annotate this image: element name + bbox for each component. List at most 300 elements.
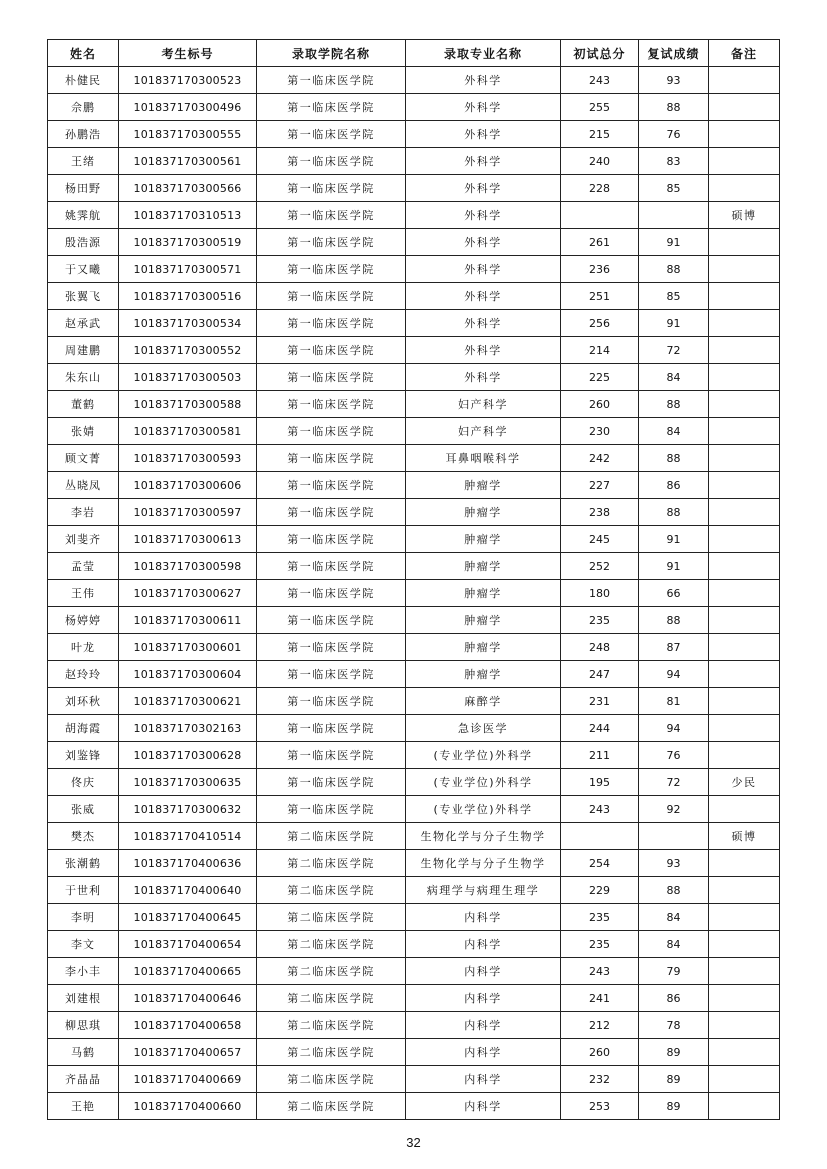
cell-initial-score: 225 [561, 364, 639, 391]
table-row [48, 904, 780, 931]
cell-retest-score: 91 [639, 553, 709, 580]
cell-name: 朱东山 [48, 364, 119, 391]
cell-note [709, 148, 780, 175]
cell-retest-score: 91 [639, 526, 709, 553]
table-row [48, 958, 780, 985]
cell-school: 第一临床医学院 [257, 688, 406, 715]
cell-name: 张威 [48, 796, 119, 823]
cell-id: 101837170400658 [119, 1012, 257, 1039]
cell-major: 肿瘤学 [406, 634, 561, 661]
cell-school: 第二临床医学院 [257, 1066, 406, 1093]
cell-retest-score: 88 [639, 94, 709, 121]
cell-major: 肿瘤学 [406, 661, 561, 688]
cell-school: 第一临床医学院 [257, 526, 406, 553]
cell-major: 生物化学与分子生物学 [406, 850, 561, 877]
cell-initial-score: 260 [561, 391, 639, 418]
cell-name: 李小丰 [48, 958, 119, 985]
table-row [48, 1093, 780, 1120]
cell-major: (专业学位)外科学 [406, 796, 561, 823]
cell-major: 外科学 [406, 229, 561, 256]
cell-major: 肿瘤学 [406, 472, 561, 499]
cell-note [709, 1066, 780, 1093]
cell-name: 胡海霞 [48, 715, 119, 742]
table-row [48, 256, 780, 283]
cell-school: 第一临床医学院 [257, 94, 406, 121]
cell-initial-score: 245 [561, 526, 639, 553]
table-row [48, 364, 780, 391]
cell-name: 李文 [48, 931, 119, 958]
cell-school: 第一临床医学院 [257, 499, 406, 526]
cell-school: 第二临床医学院 [257, 904, 406, 931]
cell-initial-score: 254 [561, 850, 639, 877]
cell-retest-score: 87 [639, 634, 709, 661]
table-row [48, 796, 780, 823]
cell-note [709, 1039, 780, 1066]
cell-note [709, 580, 780, 607]
cell-major: 内科学 [406, 904, 561, 931]
cell-initial-score: 211 [561, 742, 639, 769]
cell-note [709, 229, 780, 256]
table-row [48, 985, 780, 1012]
cell-initial-score: 261 [561, 229, 639, 256]
table-row [48, 607, 780, 634]
cell-retest-score [639, 202, 709, 229]
cell-id: 101837170300606 [119, 472, 257, 499]
cell-initial-score: 255 [561, 94, 639, 121]
cell-school: 第一临床医学院 [257, 391, 406, 418]
cell-major: 内科学 [406, 1066, 561, 1093]
cell-id: 101837170300597 [119, 499, 257, 526]
table-row [48, 94, 780, 121]
cell-school: 第一临床医学院 [257, 229, 406, 256]
cell-id: 101837170400660 [119, 1093, 257, 1120]
cell-id: 101837170400669 [119, 1066, 257, 1093]
cell-retest-score: 94 [639, 661, 709, 688]
cell-name: 董鹤 [48, 391, 119, 418]
cell-initial-score: 251 [561, 283, 639, 310]
cell-school: 第一临床医学院 [257, 715, 406, 742]
cell-id: 101837170410514 [119, 823, 257, 850]
cell-major: 内科学 [406, 1039, 561, 1066]
cell-major: 外科学 [406, 337, 561, 364]
cell-id: 101837170300519 [119, 229, 257, 256]
cell-retest-score: 88 [639, 607, 709, 634]
cell-id: 101837170400654 [119, 931, 257, 958]
header-retest-score: 复试成绩 [639, 40, 709, 67]
table-row [48, 202, 780, 229]
cell-id: 101837170300621 [119, 688, 257, 715]
cell-note [709, 850, 780, 877]
cell-name: 叶龙 [48, 634, 119, 661]
cell-id: 101837170300611 [119, 607, 257, 634]
cell-name: 姚霁航 [48, 202, 119, 229]
table-row [48, 877, 780, 904]
header-candidate-id: 考生标号 [119, 40, 257, 67]
cell-id: 101837170300588 [119, 391, 257, 418]
cell-retest-score: 88 [639, 499, 709, 526]
cell-school: 第一临床医学院 [257, 661, 406, 688]
admission-table [47, 39, 780, 1120]
cell-id: 101837170400645 [119, 904, 257, 931]
cell-name: 刘建根 [48, 985, 119, 1012]
cell-name: 刘鉴锋 [48, 742, 119, 769]
cell-note [709, 661, 780, 688]
cell-note [709, 904, 780, 931]
cell-initial-score: 242 [561, 445, 639, 472]
cell-retest-score [639, 823, 709, 850]
cell-retest-score: 81 [639, 688, 709, 715]
cell-major: 内科学 [406, 1012, 561, 1039]
cell-note [709, 499, 780, 526]
cell-note [709, 607, 780, 634]
cell-id: 101837170300593 [119, 445, 257, 472]
cell-school: 第一临床医学院 [257, 607, 406, 634]
cell-initial-score: 256 [561, 310, 639, 337]
cell-note [709, 256, 780, 283]
cell-initial-score: 243 [561, 958, 639, 985]
cell-name: 王伟 [48, 580, 119, 607]
cell-school: 第一临床医学院 [257, 148, 406, 175]
cell-name: 马鹤 [48, 1039, 119, 1066]
cell-note [709, 364, 780, 391]
cell-school: 第一临床医学院 [257, 256, 406, 283]
table-row [48, 634, 780, 661]
cell-note [709, 634, 780, 661]
cell-major: 外科学 [406, 94, 561, 121]
cell-retest-score: 88 [639, 256, 709, 283]
cell-retest-score: 84 [639, 931, 709, 958]
table-row [48, 283, 780, 310]
cell-school: 第一临床医学院 [257, 364, 406, 391]
cell-retest-score: 76 [639, 742, 709, 769]
cell-initial-score: 235 [561, 904, 639, 931]
cell-retest-score: 85 [639, 175, 709, 202]
cell-name: 王艳 [48, 1093, 119, 1120]
cell-school: 第一临床医学院 [257, 418, 406, 445]
cell-initial-score: 248 [561, 634, 639, 661]
cell-retest-score: 72 [639, 337, 709, 364]
cell-id: 101837170300601 [119, 634, 257, 661]
cell-school: 第二临床医学院 [257, 985, 406, 1012]
cell-name: 张翼飞 [48, 283, 119, 310]
table-row [48, 445, 780, 472]
cell-initial-score: 232 [561, 1066, 639, 1093]
cell-major: 肿瘤学 [406, 499, 561, 526]
cell-school: 第一临床医学院 [257, 580, 406, 607]
cell-id: 101837170300566 [119, 175, 257, 202]
cell-initial-score: 214 [561, 337, 639, 364]
cell-note [709, 931, 780, 958]
cell-id: 101837170300534 [119, 310, 257, 337]
cell-name: 孙鹏浩 [48, 121, 119, 148]
page-number: 32 [406, 1135, 421, 1150]
cell-initial-score: 230 [561, 418, 639, 445]
cell-major: 外科学 [406, 364, 561, 391]
cell-name: 李明 [48, 904, 119, 931]
cell-retest-score: 91 [639, 229, 709, 256]
cell-initial-score [561, 202, 639, 229]
cell-initial-score: 228 [561, 175, 639, 202]
table-row [48, 391, 780, 418]
cell-initial-score: 229 [561, 877, 639, 904]
cell-major: 外科学 [406, 283, 561, 310]
cell-school: 第二临床医学院 [257, 1039, 406, 1066]
cell-school: 第一临床医学院 [257, 796, 406, 823]
cell-id: 101837170300555 [119, 121, 257, 148]
cell-major: 外科学 [406, 148, 561, 175]
cell-retest-score: 72 [639, 769, 709, 796]
cell-note [709, 1093, 780, 1120]
table-row [48, 121, 780, 148]
cell-initial-score: 247 [561, 661, 639, 688]
cell-name: 赵玲玲 [48, 661, 119, 688]
cell-id: 101837170300581 [119, 418, 257, 445]
cell-retest-score: 89 [639, 1066, 709, 1093]
cell-id: 101837170300628 [119, 742, 257, 769]
cell-id: 101837170400665 [119, 958, 257, 985]
cell-id: 101837170300627 [119, 580, 257, 607]
cell-initial-score: 243 [561, 796, 639, 823]
cell-major: 生物化学与分子生物学 [406, 823, 561, 850]
table-row [48, 1066, 780, 1093]
cell-note [709, 67, 780, 94]
table-row [48, 1039, 780, 1066]
cell-initial-score: 235 [561, 607, 639, 634]
cell-school: 第一临床医学院 [257, 742, 406, 769]
table-row [48, 418, 780, 445]
cell-note [709, 688, 780, 715]
cell-major: 外科学 [406, 202, 561, 229]
cell-name: 赵承武 [48, 310, 119, 337]
cell-school: 第一临床医学院 [257, 310, 406, 337]
cell-id: 101837170300613 [119, 526, 257, 553]
table-row [48, 148, 780, 175]
cell-initial-score: 241 [561, 985, 639, 1012]
cell-school: 第一临床医学院 [257, 175, 406, 202]
cell-note [709, 526, 780, 553]
table-row [48, 229, 780, 256]
cell-retest-score: 85 [639, 283, 709, 310]
cell-note [709, 418, 780, 445]
cell-name: 朴健民 [48, 67, 119, 94]
cell-major: 病理学与病理生理学 [406, 877, 561, 904]
cell-school: 第二临床医学院 [257, 877, 406, 904]
cell-name: 周建鹏 [48, 337, 119, 364]
cell-major: 妇产科学 [406, 418, 561, 445]
cell-retest-score: 89 [639, 1093, 709, 1120]
cell-school: 第一临床医学院 [257, 472, 406, 499]
cell-note: 少民 [709, 769, 780, 796]
cell-note [709, 472, 780, 499]
cell-school: 第二临床医学院 [257, 1012, 406, 1039]
cell-retest-score: 93 [639, 67, 709, 94]
cell-initial-score [561, 823, 639, 850]
table-row [48, 931, 780, 958]
cell-school: 第一临床医学院 [257, 337, 406, 364]
cell-id: 101837170300598 [119, 553, 257, 580]
cell-id: 101837170302163 [119, 715, 257, 742]
cell-name: 于世利 [48, 877, 119, 904]
cell-name: 刘斐齐 [48, 526, 119, 553]
cell-note [709, 310, 780, 337]
cell-retest-score: 84 [639, 904, 709, 931]
cell-initial-score: 252 [561, 553, 639, 580]
cell-id: 101837170300635 [119, 769, 257, 796]
cell-major: 内科学 [406, 958, 561, 985]
admission-table-container [47, 39, 779, 1120]
cell-retest-score: 88 [639, 391, 709, 418]
table-row [48, 688, 780, 715]
cell-retest-score: 89 [639, 1039, 709, 1066]
cell-retest-score: 88 [639, 445, 709, 472]
table-row [48, 580, 780, 607]
cell-name: 佘鹏 [48, 94, 119, 121]
cell-note [709, 715, 780, 742]
header-major: 录取专业名称 [406, 40, 561, 67]
cell-note: 硕博 [709, 823, 780, 850]
cell-school: 第二临床医学院 [257, 958, 406, 985]
cell-note [709, 445, 780, 472]
cell-note [709, 985, 780, 1012]
cell-retest-score: 86 [639, 472, 709, 499]
table-row [48, 526, 780, 553]
cell-retest-score: 78 [639, 1012, 709, 1039]
cell-initial-score: 238 [561, 499, 639, 526]
cell-note [709, 742, 780, 769]
cell-initial-score: 215 [561, 121, 639, 148]
cell-initial-score: 227 [561, 472, 639, 499]
cell-note [709, 283, 780, 310]
cell-retest-score: 94 [639, 715, 709, 742]
cell-note [709, 94, 780, 121]
cell-school: 第一临床医学院 [257, 634, 406, 661]
cell-school: 第一临床医学院 [257, 121, 406, 148]
cell-school: 第一临床医学院 [257, 202, 406, 229]
cell-retest-score: 84 [639, 418, 709, 445]
table-row [48, 715, 780, 742]
cell-name: 于又曦 [48, 256, 119, 283]
cell-retest-score: 76 [639, 121, 709, 148]
cell-initial-score: 253 [561, 1093, 639, 1120]
cell-retest-score: 88 [639, 877, 709, 904]
cell-major: 外科学 [406, 256, 561, 283]
header-row [48, 40, 780, 67]
cell-retest-score: 79 [639, 958, 709, 985]
cell-name: 王绪 [48, 148, 119, 175]
cell-school: 第一临床医学院 [257, 67, 406, 94]
cell-retest-score: 93 [639, 850, 709, 877]
table-row [48, 1012, 780, 1039]
cell-retest-score: 83 [639, 148, 709, 175]
cell-name: 孟莹 [48, 553, 119, 580]
cell-school: 第一临床医学院 [257, 445, 406, 472]
cell-name: 杨田野 [48, 175, 119, 202]
table-row [48, 769, 780, 796]
cell-name: 张潮鹤 [48, 850, 119, 877]
cell-note [709, 121, 780, 148]
cell-id: 101837170300496 [119, 94, 257, 121]
cell-name: 柳思琪 [48, 1012, 119, 1039]
cell-name: 李岩 [48, 499, 119, 526]
cell-major: 内科学 [406, 931, 561, 958]
cell-major: 外科学 [406, 121, 561, 148]
table-row [48, 337, 780, 364]
header-name: 姓名 [48, 40, 119, 67]
cell-major: 肿瘤学 [406, 607, 561, 634]
cell-retest-score: 86 [639, 985, 709, 1012]
cell-id: 101837170300503 [119, 364, 257, 391]
cell-note [709, 391, 780, 418]
cell-name: 刘环秋 [48, 688, 119, 715]
table-row [48, 661, 780, 688]
table-row [48, 742, 780, 769]
cell-name: 殷浩源 [48, 229, 119, 256]
cell-name: 樊杰 [48, 823, 119, 850]
cell-note [709, 175, 780, 202]
table-row [48, 553, 780, 580]
cell-note: 硕博 [709, 202, 780, 229]
cell-id: 101837170400646 [119, 985, 257, 1012]
table-row [48, 850, 780, 877]
table-row [48, 472, 780, 499]
cell-school: 第一临床医学院 [257, 769, 406, 796]
cell-name: 丛晓凤 [48, 472, 119, 499]
table-row [48, 499, 780, 526]
cell-major: 外科学 [406, 175, 561, 202]
cell-name: 齐晶晶 [48, 1066, 119, 1093]
cell-major: 耳鼻咽喉科学 [406, 445, 561, 472]
cell-major: 急诊医学 [406, 715, 561, 742]
table-row [48, 823, 780, 850]
cell-id: 101837170300561 [119, 148, 257, 175]
cell-school: 第二临床医学院 [257, 823, 406, 850]
cell-id: 101837170300516 [119, 283, 257, 310]
cell-initial-score: 236 [561, 256, 639, 283]
table-row [48, 67, 780, 94]
cell-name: 张婧 [48, 418, 119, 445]
cell-initial-score: 235 [561, 931, 639, 958]
cell-id: 101837170300523 [119, 67, 257, 94]
cell-id: 101837170310513 [119, 202, 257, 229]
cell-id: 101837170300571 [119, 256, 257, 283]
cell-retest-score: 91 [639, 310, 709, 337]
cell-name: 佟庆 [48, 769, 119, 796]
cell-school: 第二临床医学院 [257, 850, 406, 877]
cell-major: 肿瘤学 [406, 526, 561, 553]
cell-initial-score: 243 [561, 67, 639, 94]
header-school: 录取学院名称 [257, 40, 406, 67]
cell-note [709, 337, 780, 364]
cell-major: 内科学 [406, 1093, 561, 1120]
cell-initial-score: 231 [561, 688, 639, 715]
header-initial-score: 初试总分 [561, 40, 639, 67]
cell-major: (专业学位)外科学 [406, 769, 561, 796]
cell-school: 第二临床医学院 [257, 931, 406, 958]
table-row [48, 310, 780, 337]
cell-major: 妇产科学 [406, 391, 561, 418]
cell-initial-score: 240 [561, 148, 639, 175]
cell-retest-score: 84 [639, 364, 709, 391]
cell-major: 肿瘤学 [406, 580, 561, 607]
cell-id: 101837170300552 [119, 337, 257, 364]
cell-initial-score: 180 [561, 580, 639, 607]
cell-retest-score: 66 [639, 580, 709, 607]
table-row [48, 175, 780, 202]
cell-name: 顾文菁 [48, 445, 119, 472]
cell-school: 第二临床医学院 [257, 1093, 406, 1120]
cell-id: 101837170300632 [119, 796, 257, 823]
cell-id: 101837170300604 [119, 661, 257, 688]
